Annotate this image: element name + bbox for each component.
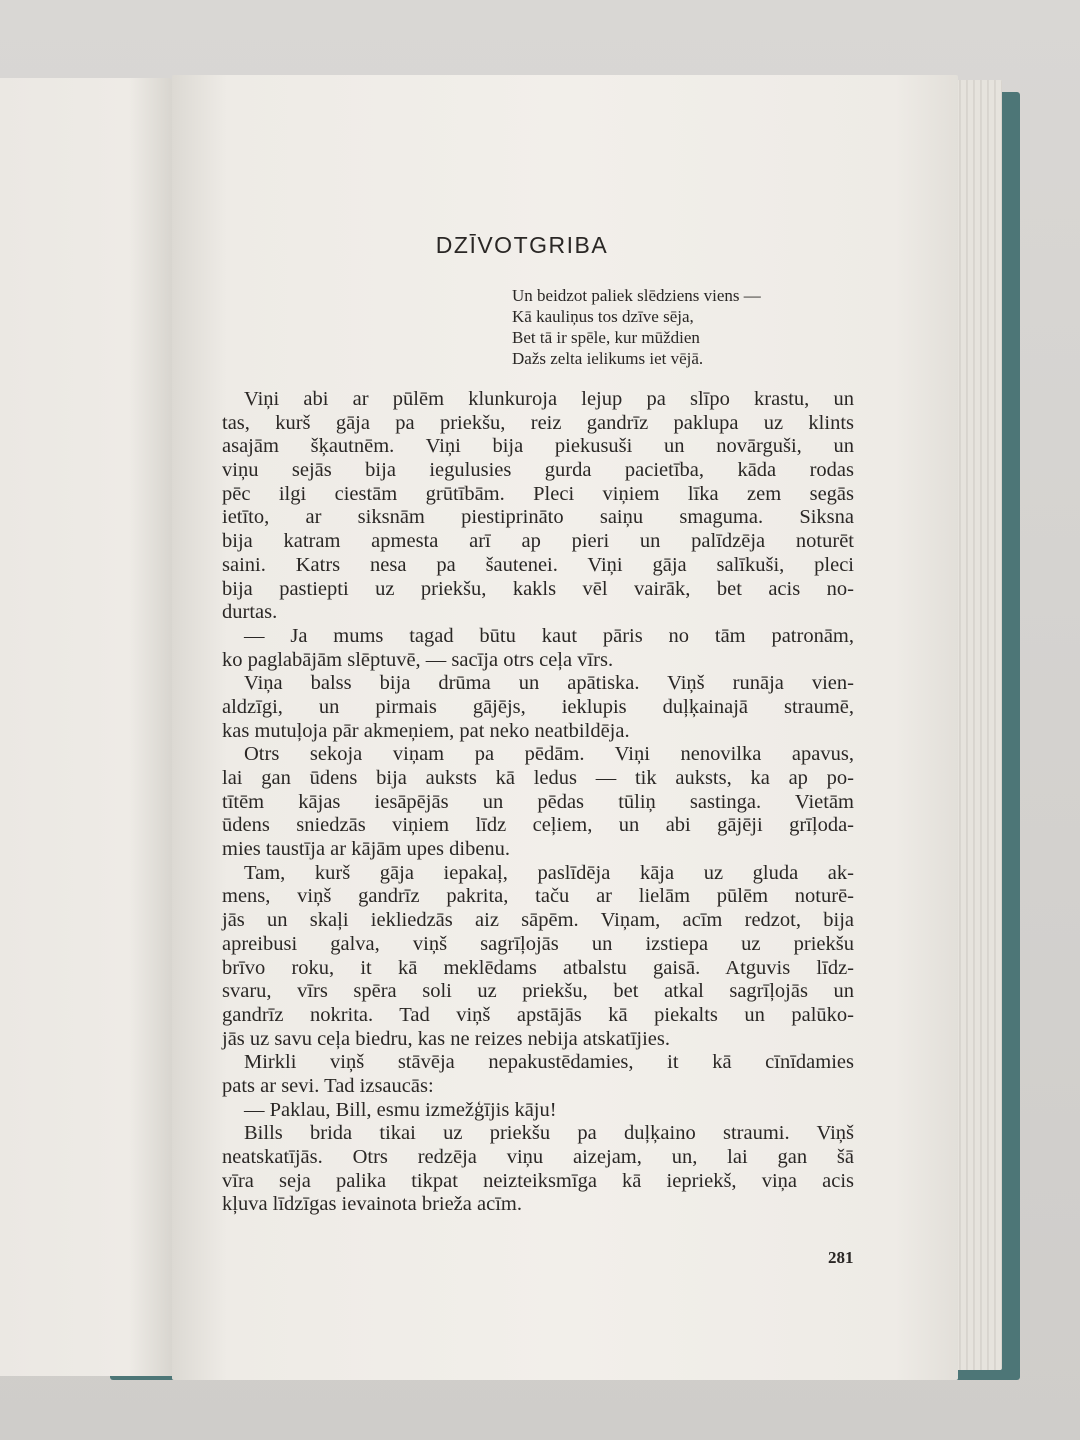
epigraph-line: Kā kauliņus tos dzīve sēja, [512, 307, 694, 326]
page-number: 281 [828, 1248, 854, 1267]
text-line: pēc ilgi ciestām grūtībām. Pleci viņiem līka zem segās [222, 482, 854, 505]
page-content [222, 0, 872, 1440]
text-line: Bills brida tikai uz priekšu pa duļķaino straumi. Viņš [244, 1122, 854, 1145]
text-line: jās un skaļi iekliedzās aiz sāpēm. Viņam, acīm redzot, bija [222, 909, 854, 932]
text-line: tas, kurš gāja pa priekšu, reiz gandrīz paklupa uz klints [222, 411, 854, 434]
text-line: brīvo roku, it kā meklēdams atbalstu gaisā. Atguvis līdz- [222, 956, 854, 979]
text-line: vīra seja palika tikpat neizteiksmīga kā iepriekš, viņa acis [222, 1169, 854, 1192]
text-line: viņu sejās bija iegulusies gurda pacietība, kāda rodas [222, 459, 854, 482]
left-page [0, 78, 172, 1376]
text-line: kas mutuļoja pār akmeņiem, pat neko neatbildēja. [222, 719, 630, 742]
text-line: saini. Katrs nesa pa šautenei. Viņi gāja salīkuši, pleci [222, 553, 854, 576]
text-line: Tam, kurš gāja iepakaļ, paslīdēja kāja uz gluda ak- [244, 861, 854, 884]
text-line: mens, viņš gandrīz pakrita, taču ar lielām pūlēm noturē- [222, 885, 854, 908]
text-line: gandrīz nokrita. Tad viņš apstājās kā piekalts un palūko- [222, 1003, 854, 1026]
text-line: apreibusi galva, viņš sagrīļojās un izstiepa uz priekšu [222, 932, 854, 955]
text-line: ko paglabājām slēptuvē, — sacīja otrs ceļa vīrs. [222, 648, 614, 671]
text-line: Viņi abi ar pūlēm klunkuroja lejup pa slīpo krastu, un [244, 388, 854, 410]
text-line: pats ar sevi. Tad izsaucās: [222, 1074, 434, 1097]
text-line: bija pastiepti uz priekšu, kakls vēl vairāk, bet acis no- [222, 577, 854, 600]
text-line: ūdens sniedzās viņiem līdz ceļiem, un abi gājēji grīļoda- [222, 814, 854, 837]
text-line: — Paklau, Bill, esmu izmežģījis kāju! [244, 1098, 557, 1121]
text-line: Otrs sekoja viņam pa pēdām. Viņi nenovilka apavus, [244, 743, 854, 766]
text-line: kļuva līdzīgas ievainota brieža acīm. [222, 1193, 522, 1216]
text-line: Mirkli viņš stāvēja nepakustēdamies, it kā cīnīdamies [244, 1051, 854, 1074]
text-line: — Ja mums tagad būtu kaut pāris no tām patronām, [244, 624, 854, 647]
text-line: ietīto, ar siksnām piestiprināto saiņu smaguma. Siksna [222, 506, 854, 529]
text-line: mies taustīja ar kājām upes dibenu. [222, 838, 511, 861]
text-line: bija katram apmesta arī ap pieri un palīdzēja noturēt [222, 530, 854, 553]
epigraph-line: Un beidzot paliek slēdziens viens — [512, 286, 761, 305]
text-line: jās uz savu ceļa biedru, kas ne reizes nebija atskatījies. [222, 1027, 670, 1050]
story-title: DZĪVOTGRIBA [435, 232, 609, 258]
epigraph-line: Dažs zelta ielikums iet vējā. [512, 349, 704, 368]
text-line: svaru, vīrs spēra soli uz priekšu, bet atkal sagrīļojās un [222, 980, 854, 1003]
text-line: asajām šķautnēm. Viņi bija piekusuši un novārguši, un [222, 435, 854, 458]
epigraph [512, 285, 852, 369]
text-line: neatskatījās. Otrs redzēja viņu aizejam, un, lai gan šā [222, 1146, 854, 1168]
text-line: Viņa balss bija drūma un apātiska. Viņš runāja vien- [244, 672, 854, 695]
text-line: durtas. [222, 601, 278, 624]
text-line: tītēm kājas iesāpējās un pēdas tūliņ sastinga. Vietām [222, 790, 854, 813]
epigraph-line: Bet tā ir spēle, kur mūždien [512, 328, 700, 347]
text-line: aldzīgi, un pirmais gājējs, ieklupis duļķainajā straumē, [222, 695, 854, 718]
body-text [222, 388, 854, 1217]
text-line: lai gan ūdens bija auksts kā ledus — tik auksts, ka ap po- [222, 767, 854, 789]
